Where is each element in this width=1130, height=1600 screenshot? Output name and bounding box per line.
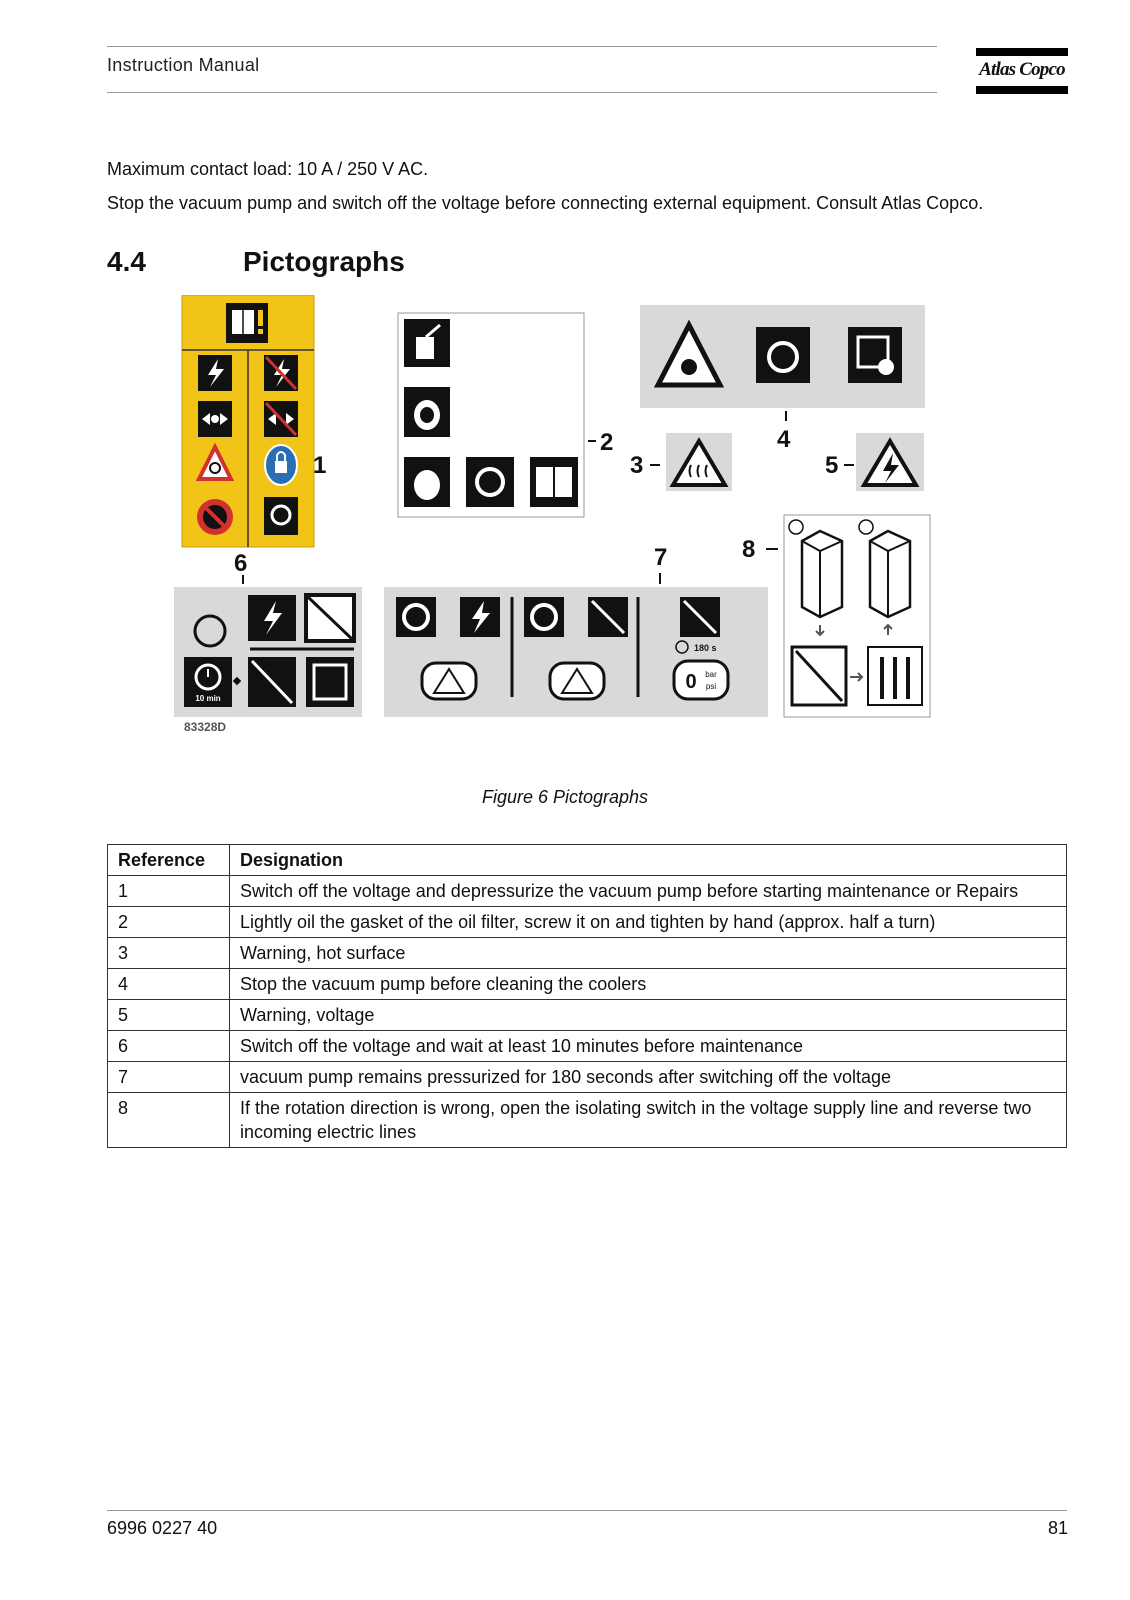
label-psi: psi — [705, 682, 717, 691]
row-designation: Switch off the voltage and wait at least 10 minutes before maintenance — [230, 1031, 1067, 1062]
pressure-gauge-badge — [674, 661, 728, 699]
callout-7: 7 — [654, 544, 668, 571]
row-reference: 2 — [108, 907, 230, 938]
row-designation: Warning, voltage — [230, 1000, 1067, 1031]
table-row — [108, 1062, 1067, 1093]
intro-contact-load: Maximum contact load: 10 A / 250 V AC. — [107, 159, 429, 179]
label-180-s: 180 s — [694, 643, 717, 653]
header-title: Instruction Manual — [107, 55, 260, 75]
callout-5: 5 — [825, 452, 839, 479]
callout-1: 1 — [313, 452, 327, 479]
pictograph-3-hot-surface — [666, 433, 732, 491]
table-row — [108, 969, 1067, 1000]
row-reference: 1 — [108, 876, 230, 907]
table-row — [108, 876, 1067, 907]
row-designation: Warning, hot surface — [230, 938, 1067, 969]
pictograph-1-decal — [182, 295, 314, 547]
pictographs-figure — [170, 295, 960, 750]
row-designation: If the rotation direction is wrong, open the isolating switch in the voltage supply line and reverse two incoming electric lines — [230, 1093, 1067, 1148]
label-10-min: 10 min — [195, 694, 221, 703]
footer-page-number: 81 — [1047, 1518, 1068, 1538]
row-designation: Stop the vacuum pump before cleaning the coolers — [230, 969, 1067, 1000]
row-designation: Switch off the voltage and depressurize the vacuum pump before starting maintenance or Repairs — [230, 876, 1067, 907]
logo-text: Atlas Copco — [979, 59, 1065, 80]
pictograph-6-wait — [174, 587, 362, 717]
row-reference: 3 — [108, 938, 230, 969]
header-designation: Designation — [230, 845, 1067, 876]
label-bar: bar — [705, 670, 717, 679]
pictograph-reference-table — [107, 844, 1067, 1148]
callout-4: 4 — [777, 426, 791, 453]
intro-stop-warning: Stop the vacuum pump and switch off the voltage before connecting external equipment. Consult Atlas Copco. — [107, 193, 984, 213]
pictograph-7-pressurized — [384, 587, 768, 717]
table-row — [108, 1093, 1067, 1148]
table-row — [108, 938, 1067, 969]
footer-rule — [107, 1510, 1067, 1511]
header-rule-top — [107, 46, 937, 47]
logo-bar-top — [976, 48, 1068, 56]
filter-screw-icon — [414, 470, 440, 500]
logo-bar-bottom — [976, 86, 1068, 94]
row-reference: 4 — [108, 969, 230, 1000]
footer-document-number: 6996 0227 40 — [107, 1518, 218, 1538]
figure-caption: Figure 6 Pictographs — [481, 787, 649, 807]
callout-3: 3 — [630, 452, 644, 479]
section-number: 4.4 — [107, 246, 146, 277]
figure-code: 83328D — [184, 720, 227, 734]
callout-2: 2 — [600, 429, 614, 456]
row-designation: Lightly oil the gasket of the oil filter, screw it on and tighten by hand (approx. half a turn) — [230, 907, 1067, 938]
atlas-copco-logo — [976, 48, 1068, 94]
table-row — [108, 1031, 1067, 1062]
row-reference: 8 — [108, 1093, 230, 1148]
label-zero: 0 — [685, 671, 697, 693]
table-row — [108, 1000, 1067, 1031]
row-reference: 5 — [108, 1000, 230, 1031]
callout-8: 8 — [742, 536, 756, 563]
pictograph-8-rotation — [784, 515, 930, 717]
row-reference: 7 — [108, 1062, 230, 1093]
pictograph-2-oil-filter — [398, 313, 584, 517]
row-reference: 6 — [108, 1031, 230, 1062]
oil-can-icon — [416, 337, 434, 359]
header-reference: Reference — [108, 845, 230, 876]
callout-6: 6 — [234, 550, 248, 577]
header-rule-bottom — [107, 92, 937, 93]
row-designation: vacuum pump remains pressurized for 180 seconds after switching off the voltage — [230, 1062, 1067, 1093]
pictograph-5-voltage — [856, 433, 924, 491]
table-header-row — [108, 845, 1067, 876]
section-title: Pictographs — [243, 246, 405, 277]
table-row — [108, 907, 1067, 938]
pictograph-4-cooler — [640, 305, 925, 408]
